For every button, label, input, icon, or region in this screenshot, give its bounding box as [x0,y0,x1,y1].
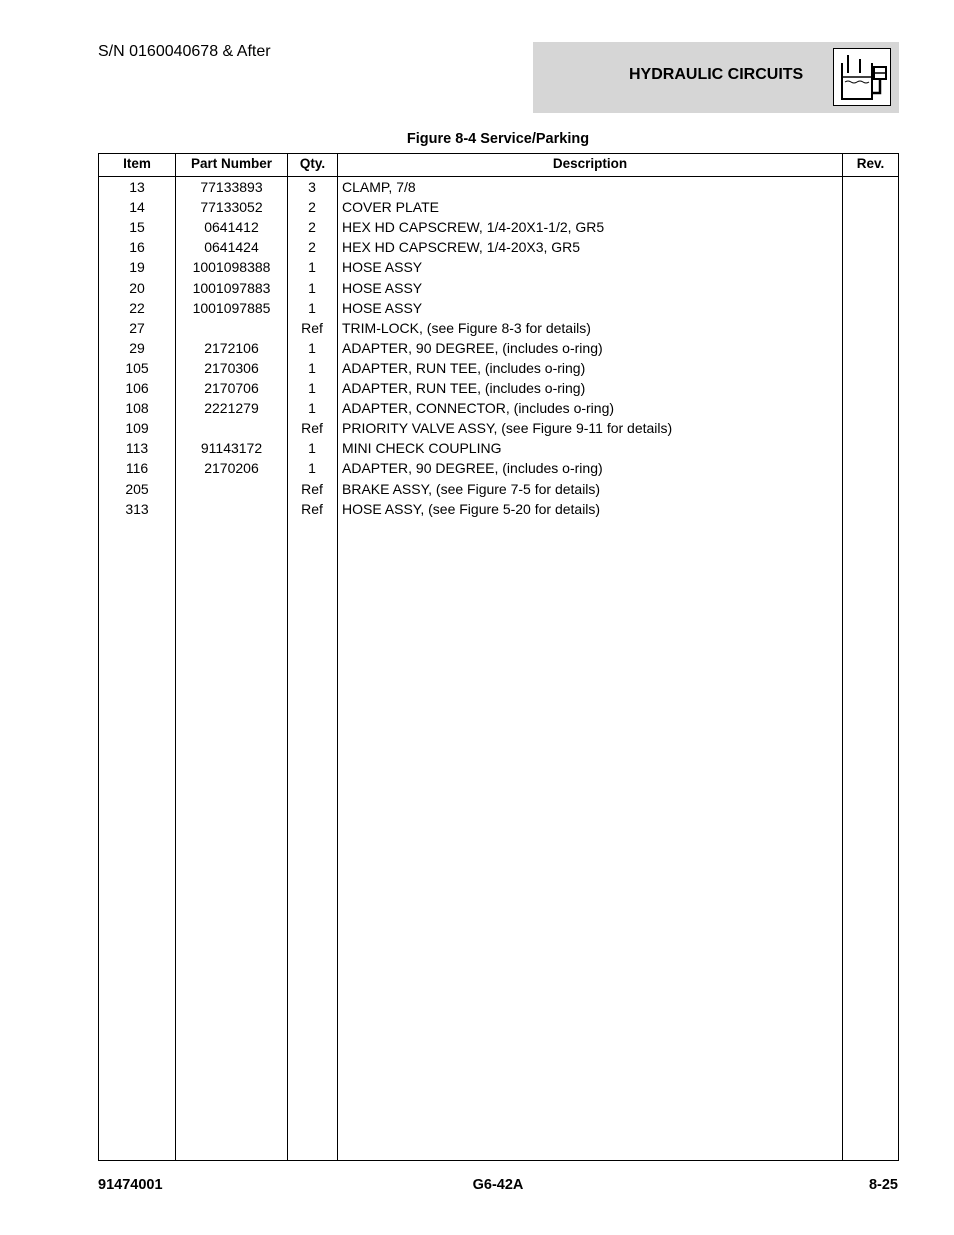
column-header-rev: Rev. [856,156,885,171]
qty-cell: 3 [308,179,316,195]
item-cell: 109 [125,420,149,437]
table-row [99,418,898,438]
part-number-cell: 2221279 [204,400,259,417]
table-row [99,217,898,237]
table-row [99,378,898,398]
part-number-cell: 77133893 [200,179,263,195]
qty-cell: 2 [308,199,316,216]
part-number-cell: 1001097883 [192,279,271,296]
section-title: HYDRAULIC CIRCUITS [629,66,804,83]
description-cell: MINI CHECK COUPLING [342,440,502,457]
description-cell: HEX HD CAPSCREW, 1/4-20X1-1/2, GR5 [342,219,605,236]
part-number-cell: 0641412 [204,219,259,236]
item-cell: 15 [129,219,145,236]
qty-cell: 1 [308,279,316,296]
item-cell: 14 [129,199,145,216]
table-row [99,458,898,478]
description-cell: ADAPTER, CONNECTOR, (includes o-ring) [342,400,615,417]
description-cell: ADAPTER, RUN TEE, (includes o-ring) [342,359,586,376]
item-cell: 113 [125,440,149,457]
table-row [99,338,898,358]
item-cell: 313 [125,500,149,517]
part-number-cell [176,418,287,438]
qty-cell: Ref [301,480,323,497]
description-cell: CLAMP, 7/8 [342,179,416,195]
item-cell: 19 [129,259,145,276]
item-cell: 105 [125,359,149,376]
qty-cell: 1 [308,359,316,376]
item-cell: 13 [129,179,145,195]
part-number-cell [176,479,287,499]
model-number: G6-42A [472,1177,524,1193]
qty-cell: 1 [308,339,316,356]
hydraulic-reservoir-icon [833,48,891,106]
table-row [99,499,898,519]
qty-cell: Ref [301,319,323,336]
figure-title: Figure 8-4 Service/Parking [406,131,590,147]
description-cell: HOSE ASSY [342,279,423,296]
part-number-cell: 1001098388 [192,259,271,276]
table-row [99,197,898,217]
table-row [99,177,898,197]
part-number-cell: 1001097885 [192,299,271,316]
qty-cell: 2 [308,239,316,256]
description-cell: BRAKE ASSY, (see Figure 7-5 for details) [342,480,601,497]
item-cell: 106 [125,380,149,396]
part-number-cell: 2170306 [204,359,259,376]
table-row [99,318,898,338]
part-number-cell: 77133052 [200,199,263,216]
qty-cell: 1 [308,380,316,396]
description-cell: TRIM-LOCK, (see Figure 8-3 for details) [342,319,591,336]
item-cell: 20 [129,279,145,296]
part-number-cell [176,318,287,338]
part-number-cell: 2170706 [204,380,259,396]
qty-cell: 1 [308,460,316,477]
description-cell: PRIORITY VALVE ASSY, (see Figure 9-11 for details) [342,420,673,437]
item-cell: 16 [129,239,145,256]
part-number-cell [176,499,287,519]
part-number-cell: 2170206 [204,460,259,477]
description-cell: COVER PLATE [342,199,439,216]
item-cell: 116 [125,460,149,477]
description-cell: HOSE ASSY, (see Figure 5-20 for details) [342,500,601,517]
document-number: 91474001 [98,1177,163,1193]
item-cell: 108 [125,400,149,417]
item-cell: 22 [129,299,145,316]
qty-cell: 1 [308,299,316,316]
item-cell: 29 [129,339,145,356]
column-header-qty: Qty. [299,156,326,171]
item-cell: 205 [125,480,149,497]
description-cell: ADAPTER, RUN TEE, (includes o-ring) [342,380,586,396]
description-cell: HOSE ASSY [342,299,423,316]
column-header-part-number: Part Number [190,156,273,171]
serial-number-range: S/N 0160040678 & After [98,43,271,60]
section-header [533,42,899,113]
column-header-item: Item [123,156,151,171]
item-cell: 27 [129,319,145,336]
description-cell: HOSE ASSY [342,259,423,276]
part-number-cell: 2172106 [204,339,259,356]
description-cell: ADAPTER, 90 DEGREE, (includes o-ring) [342,339,603,356]
qty-cell: 1 [308,259,316,276]
table-row [99,298,898,318]
table-row [99,398,898,418]
table-row [99,237,898,257]
table-row [99,479,898,499]
qty-cell: 2 [308,219,316,236]
qty-cell: Ref [301,500,323,517]
column-header-description: Description [552,156,628,171]
part-number-cell: 91143172 [200,440,263,457]
qty-cell: 1 [308,400,316,417]
table-row [99,358,898,378]
qty-cell: Ref [301,420,323,437]
table-row [99,257,898,277]
qty-cell: 1 [308,440,316,457]
description-cell: ADAPTER, 90 DEGREE, (includes o-ring) [342,460,603,477]
description-cell: HEX HD CAPSCREW, 1/4-20X3, GR5 [342,239,581,256]
part-number-cell: 0641424 [204,239,259,256]
page-number: 8-25 [868,1177,898,1193]
table-row [99,278,898,298]
table-row [99,438,898,458]
parts-table [98,153,899,1161]
